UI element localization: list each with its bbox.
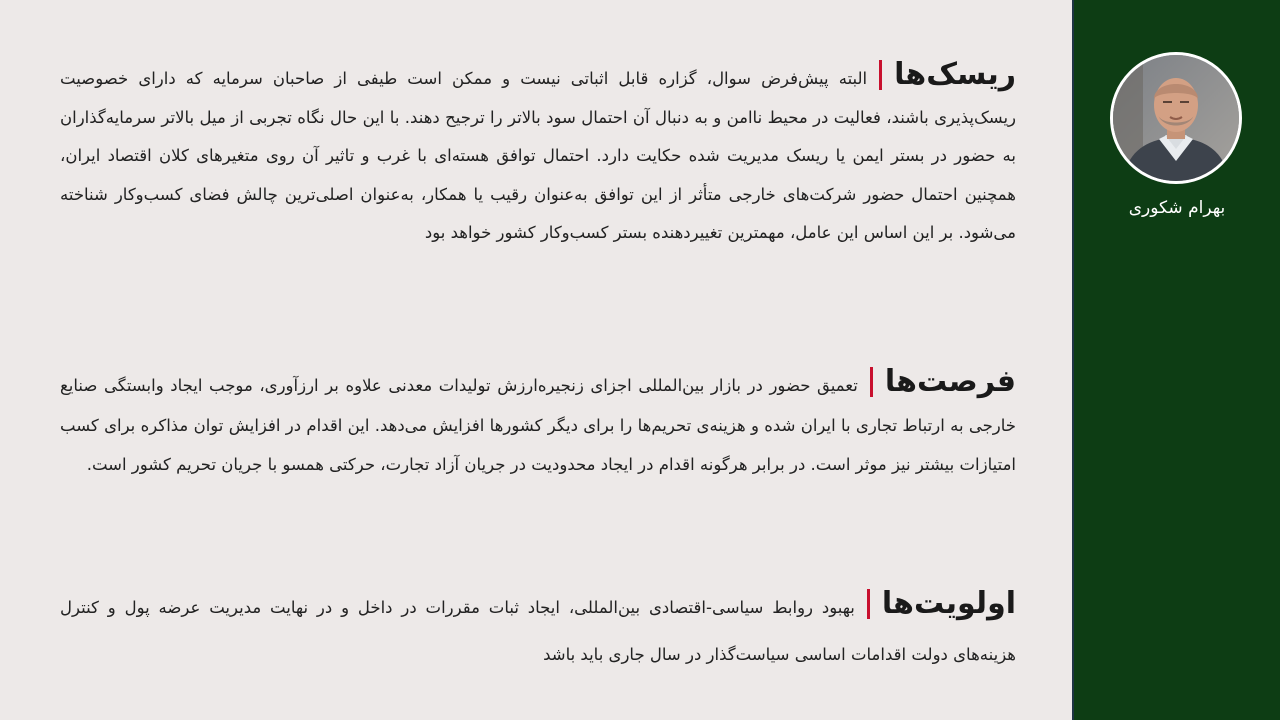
section-risks-paragraph: [60, 56, 1016, 253]
section-priorities: [60, 580, 1016, 678]
author-name: بهرام شکوری: [1128, 198, 1226, 218]
author-sidebar: [1072, 0, 1280, 720]
heading-separator: [870, 367, 873, 397]
section-opportunities: [60, 362, 1016, 485]
avatar: [1110, 52, 1242, 184]
section-text-risks: البته پیش‌فرض سوال، گزاره قابل اثباتی نیست و ممکن است طیفی از صاحبان سرمایه که دارای خصوصیت ریسک‌پذیری باشند، فعالیت در محیط ناامن و به دنبال آن احتمال سود بالاتر را ترجیح دهند. با این حال نگاه تجربی از میل بالاتر سرمایه‌گذاران به حضور در بستر ایمن یا ریسک مدیریت شده حکایت دارد. احتمال توافق هسته‌ای با غرب و تاثیر آن روی متغیرهای کلان اقتصاد ایران، همچنین احتمال حضور شرکت‌های خارجی متأثر از این توافق به‌عنوان رقیب یا همکار، به‌عنوان اصلی‌ترین چالش فضای کسب‌وکار شناخته می‌شود. بر این اساس این عامل، مهمترین تغییردهنده بستر کسب‌وکار کشور خواهد بود: [60, 69, 1016, 242]
section-risks: [60, 56, 1016, 253]
section-priorities-paragraph: [60, 580, 1016, 678]
section-text-opportunities: تعمیق حضور در بازار بین‌المللی اجزای زنجیره‌ارزش تولیدات معدنی علاوه بر ارزآوری، موجب ایجاد وابستگی صنایع خارجی به ارتباط تجاری با ایران شده و هزینه‌ی تحریم‌ها را برای دیگر کشورها افزایش می‌دهد. این اقدام در افزایش توان مذاکره برای کسب امتیازات بیشتر نیز موثر است. در برابر هرگونه اقدام در ایجاد محدودیت در جریان آزاد تجارت، حرکتی همسو با جریان تحریم کشور است.: [60, 376, 1016, 474]
heading-separator: [879, 60, 882, 90]
section-text-priorities: بهبود روابط سیاسی-اقتصادی بین‌المللی، ایجاد ثبات مقررات در داخل و در نهایت مدیریت عرضه پول و کنترل هزینه‌های دولت اقدامات اساسی سیاست‌گذار در سال جاری باید باشد: [60, 598, 1016, 664]
author-portrait-photo: [1113, 55, 1239, 181]
section-heading-opportunities: فرصت‌ها: [884, 364, 1016, 399]
section-heading-risks: ریسک‌ها: [894, 57, 1016, 92]
section-heading-priorities: اولویت‌ها: [881, 586, 1016, 621]
heading-separator: [867, 589, 870, 619]
section-opportunities-paragraph: [60, 362, 1016, 485]
